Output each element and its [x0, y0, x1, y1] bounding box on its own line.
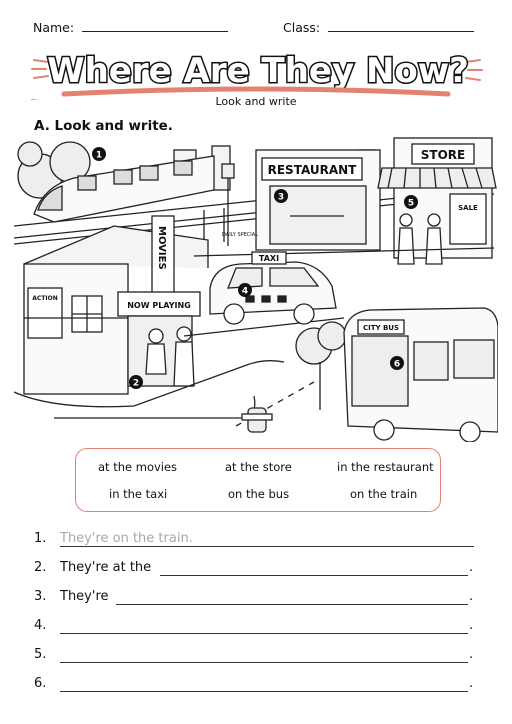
word-bank [75, 448, 441, 512]
title-banner [0, 40, 512, 100]
restaurant-sign: RESTAURANT [267, 163, 357, 177]
question-1 [34, 531, 474, 549]
question-3: 3. They're . [34, 589, 474, 604]
taxi-sign: TAXI [258, 254, 280, 263]
marker-4 [238, 283, 252, 297]
example-answer: They're on the train. [60, 531, 193, 546]
marker-5 [404, 195, 418, 209]
answer-line[interactable] [60, 691, 468, 692]
name-line[interactable] [82, 20, 228, 32]
question-number: 4. [34, 618, 47, 633]
city-scene-illustration [14, 136, 498, 442]
question-number: 1. [34, 531, 47, 546]
name-label: Name: [33, 20, 75, 35]
marker-2 [129, 375, 143, 389]
question-number: 3. [34, 589, 47, 604]
bus-sign: CITY BUS [362, 324, 400, 332]
question-5: 5. . [34, 647, 474, 662]
class-line[interactable] [328, 20, 474, 32]
class-field [283, 20, 474, 35]
title-underline [64, 89, 448, 94]
question-number: 2. [34, 560, 47, 575]
word-bank-item: on the bus [228, 487, 290, 501]
svg-text:3: 3 [277, 192, 285, 203]
fire-hydrant [242, 408, 272, 432]
page-title: Where Are They Now? [47, 51, 469, 91]
svg-text:2: 2 [132, 378, 140, 389]
answer-line[interactable] [60, 546, 474, 547]
question-6: 6. . [34, 676, 474, 691]
subtitle: Look and write [215, 95, 297, 108]
now-playing-sign: NOW PLAYING [127, 301, 191, 310]
svg-text:4: 4 [241, 286, 249, 297]
store-sign: STORE [420, 148, 466, 162]
svg-text:5: 5 [407, 198, 415, 209]
svg-text:6: 6 [393, 359, 401, 370]
svg-text:1: 1 [95, 150, 103, 161]
section-heading: A. Look and write. [34, 118, 173, 134]
question-2: 2. They're at the . [34, 560, 474, 575]
word-bank-item: at the movies [98, 460, 178, 474]
word-bank-item: in the taxi [109, 487, 168, 501]
word-bank-item: on the train [350, 487, 418, 501]
answer-line[interactable] [160, 575, 468, 576]
question-prefix: They're [60, 589, 109, 604]
question-number: 6. [34, 676, 47, 691]
marker-6 [390, 356, 404, 370]
sale-sign: SALE [458, 204, 478, 212]
tree-center [296, 322, 346, 410]
question-prefix: They're at the [60, 560, 152, 575]
daily-special-board: DAILY SPECIAL [222, 232, 258, 238]
sparkle-left-icon [32, 60, 48, 78]
class-label: Class: [283, 20, 321, 35]
answer-line[interactable] [60, 662, 468, 663]
question-number: 5. [34, 647, 47, 662]
word-bank-item: at the store [225, 460, 292, 474]
word-bank-item: in the restaurant [337, 460, 434, 474]
name-field [33, 20, 228, 35]
answer-line[interactable] [116, 604, 468, 605]
question-4: 4. . [34, 618, 474, 633]
marker-3 [274, 189, 288, 203]
movies-sign: MOVIES [156, 226, 167, 270]
marker-1 [92, 147, 106, 161]
action-poster: ACTION [32, 295, 58, 302]
answer-line[interactable] [60, 633, 468, 634]
